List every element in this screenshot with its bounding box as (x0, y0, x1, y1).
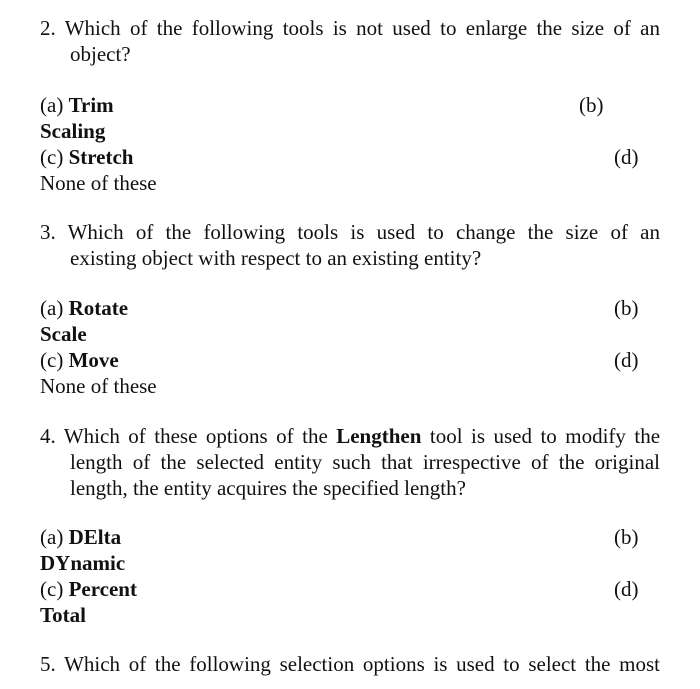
question-3-option-b-label: (b) (614, 296, 639, 320)
question-3-option-d-label: (d) (614, 348, 639, 372)
question-4-line-3: length, the entity acquires the specified length? (70, 476, 466, 500)
question-4-option-d-label: (d) (614, 577, 639, 601)
question-5-line-1: 5. Which of the following selection options is used to select the most (40, 652, 660, 676)
question-4-option-d-text: Total (40, 603, 86, 627)
question-5 (40, 651, 660, 677)
question-2 (40, 15, 660, 67)
question-3-option-a: (a) Rotate (40, 296, 129, 320)
question-3 (40, 219, 660, 271)
question-3-option-c: (c) Move (40, 348, 119, 372)
question-2-option-a: (a) Trim (40, 93, 114, 117)
question-4 (40, 423, 660, 501)
question-2-option-b-label: (b) (579, 93, 604, 117)
question-2-option-b-text: Scaling (40, 119, 106, 143)
question-3-option-d-text: None of these (40, 374, 157, 398)
question-3-line-2: existing object with respect to an existing entity? (70, 246, 482, 270)
question-2-line-1: 2. Which of the following tools is not used to enlarge the size of an (40, 16, 661, 40)
question-2-option-d-label: (d) (614, 145, 639, 169)
question-4-option-b-text: DYnamic (40, 551, 126, 575)
question-3-option-b-text: Scale (40, 322, 87, 346)
question-4-line-1: 4. Which of these options of the Lengthen tool is used to modify the (40, 424, 661, 448)
question-4-option-a: (a) DElta (40, 525, 122, 549)
question-4-option-b-label: (b) (614, 525, 639, 549)
question-2-line-2: object? (70, 42, 131, 66)
question-2-option-d-text: None of these (40, 171, 157, 195)
question-2-option-c: (c) Stretch (40, 145, 134, 169)
question-3-line-1: 3. Which of the following tools is used to change the size of an (40, 220, 660, 244)
question-4-line-2: length of the selected entity such that irrespective of the original (70, 450, 660, 474)
question-4-option-c: (c) Percent (40, 577, 137, 601)
